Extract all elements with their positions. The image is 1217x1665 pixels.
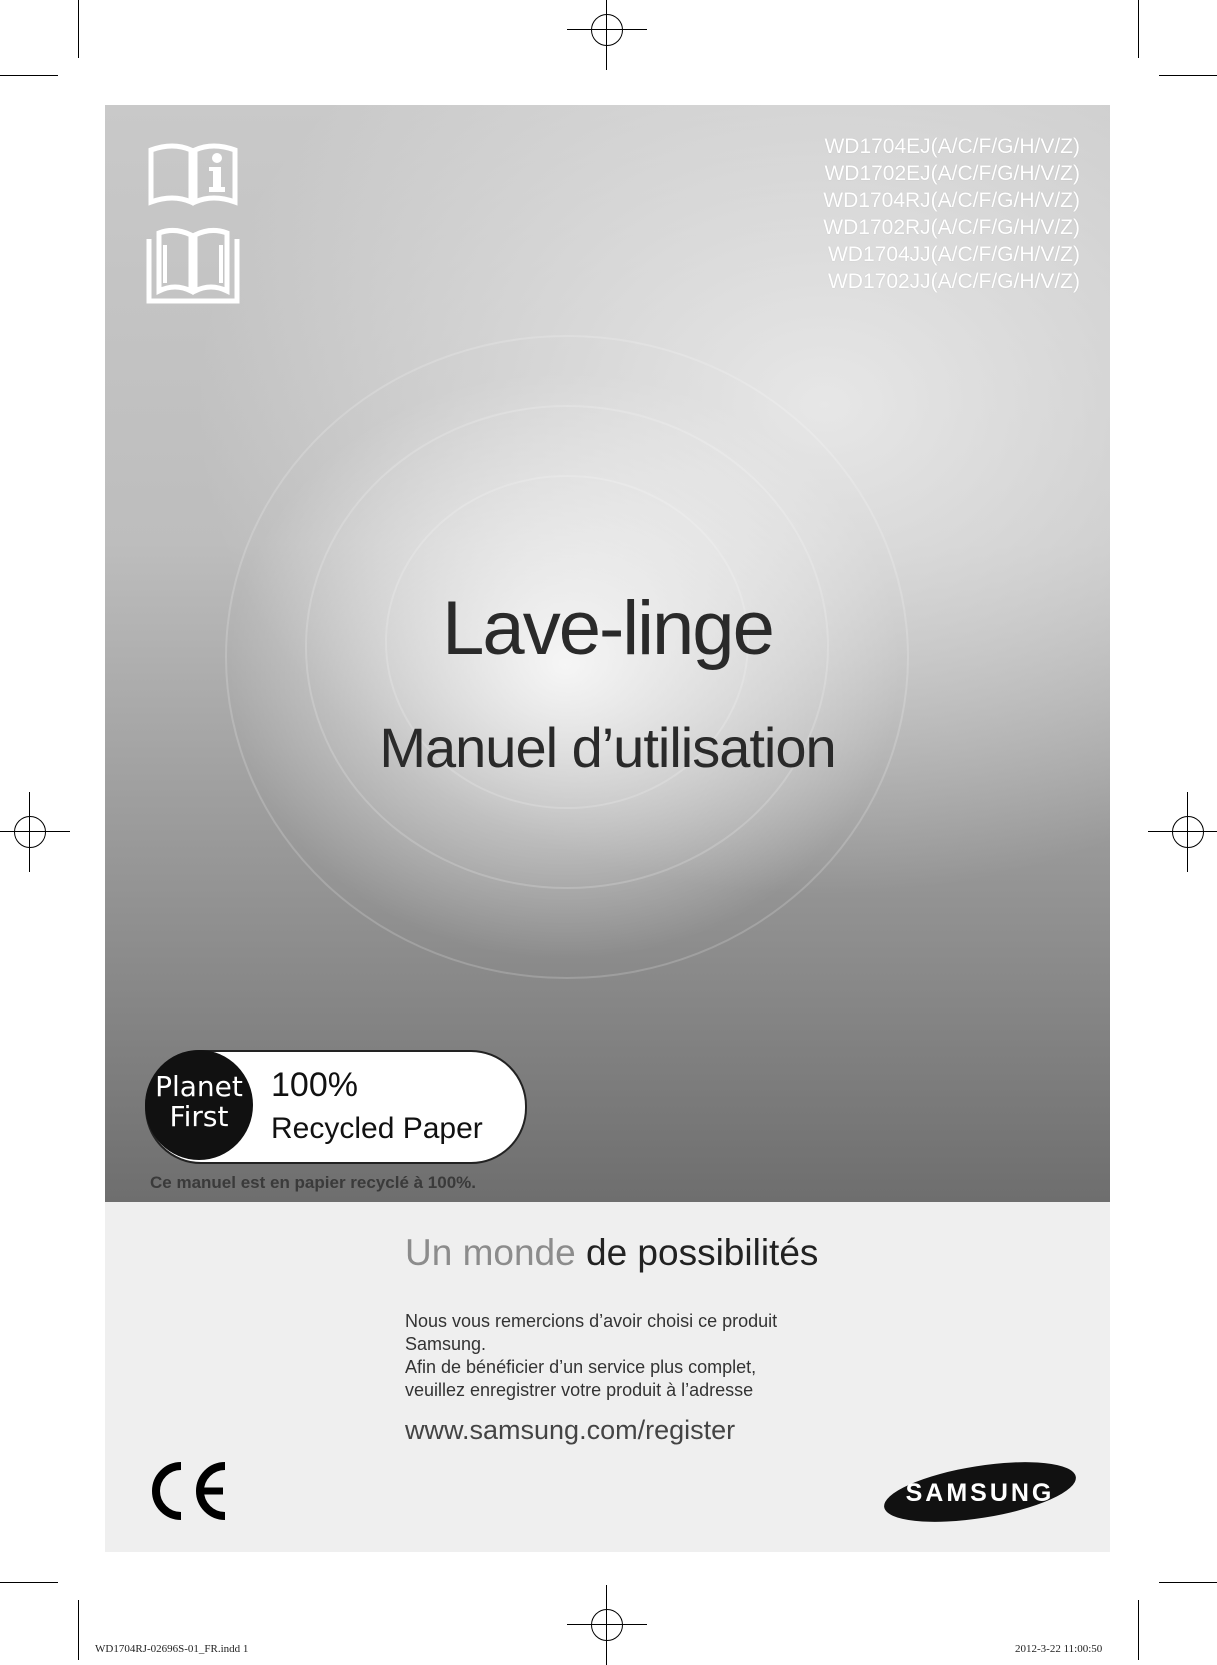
slogan-dark: de possibilités (586, 1232, 819, 1273)
lower-panel (105, 1202, 1110, 1552)
crop-mark (0, 75, 58, 76)
slogan-light: Un monde (405, 1232, 576, 1273)
badge-percent: 100% (271, 1066, 358, 1104)
planet-first-line1: Planet (155, 1070, 243, 1103)
model-number: WD1702EJ(A/C/F/G/H/V/Z) (824, 162, 1080, 185)
document-title: Lave-linge (442, 586, 773, 671)
thanks-line: Samsung. (405, 1334, 487, 1354)
planet-first-line2: First (169, 1100, 229, 1133)
crop-mark (1159, 75, 1217, 76)
model-number: WD1704EJ(A/C/F/G/H/V/Z) (824, 135, 1080, 158)
svg-text:SAMSUNG: SAMSUNG (905, 1479, 1055, 1507)
thanks-line: Nous vous remercions d’avoir choisi ce produit (405, 1311, 778, 1331)
footer-file-name: WD1704RJ-02696S-01_FR.indd 1 (95, 1643, 249, 1655)
crop-mark (1138, 1600, 1139, 1660)
samsung-logo (880, 1457, 1080, 1527)
crop-mark (1138, 0, 1139, 58)
registration-mark (587, 10, 627, 50)
thanks-text (405, 1310, 825, 1402)
thanks-line: Afin de bénéficier d’un service plus complet, (405, 1357, 757, 1377)
model-list (823, 133, 1080, 295)
registration-mark (587, 1605, 627, 1645)
recycle-note: Ce manuel est en papier recyclé à 100%. (150, 1173, 477, 1192)
registration-mark (10, 812, 50, 852)
model-number: WD1704RJ(A/C/F/G/H/V/Z) (823, 189, 1080, 212)
crop-mark (1159, 1582, 1217, 1583)
crop-mark (0, 1582, 58, 1583)
slogan (405, 1232, 818, 1274)
model-number: WD1702RJ(A/C/F/G/H/V/Z) (823, 216, 1080, 239)
footer-timestamp: 2012-3-22 11:00:50 (1015, 1643, 1103, 1655)
recycled-paper-badge (145, 1050, 527, 1164)
register-url[interactable]: www.samsung.com/register (405, 1415, 736, 1445)
registration-mark (1168, 812, 1208, 852)
crop-mark (78, 0, 79, 58)
info-book-icon (145, 140, 241, 210)
model-number: WD1704JJ(A/C/F/G/H/V/Z) (827, 243, 1080, 266)
thanks-line: veuillez enregistrer votre produit à l’adresse (405, 1380, 754, 1400)
cover-panel (105, 105, 1110, 1202)
badge-label: Recycled Paper (271, 1112, 483, 1145)
document-subtitle: Manuel d’utilisation (379, 716, 836, 779)
crop-mark (78, 1600, 79, 1660)
model-number: WD1702JJ(A/C/F/G/H/V/Z) (827, 270, 1080, 293)
planet-first-logo (145, 1050, 253, 1160)
open-book-icon (145, 225, 241, 305)
ce-mark-icon (145, 1460, 231, 1522)
